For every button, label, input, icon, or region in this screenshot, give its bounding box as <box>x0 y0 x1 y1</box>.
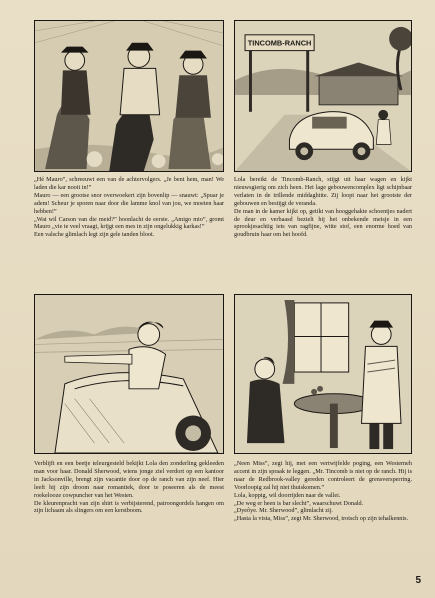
woman-car-illustration <box>35 295 223 453</box>
caption-paragraph: „Dyeôye. Mr. Sherwood”, glimlacht zij. <box>234 507 333 515</box>
panel-riders <box>34 20 224 172</box>
panel-woman-car <box>34 294 224 454</box>
ranch-sign-text: TINCOMB-RANCH <box>247 38 312 48</box>
caption-top-left <box>34 176 224 239</box>
caption-paragraph: „Hasta la vista, Miss”, zegt Mr. Sherwood, trotsch op zijn tehalkennis. <box>234 515 409 523</box>
caption-top-right <box>234 176 412 239</box>
caption-paragraph: Lola, koppig, wil doorrijden naar de vallei. <box>234 491 341 499</box>
panel-ranch <box>234 20 412 172</box>
caption-paragraph: Een valsche glimlach legt zijn gele tanden bloot. <box>34 231 155 239</box>
caption-paragraph: Verblijft en een beetje teleurgesteld bekijkt Lola den zonderling gekleeden man voor haar. Donald Sherwood, wiens jonge ziel verdort op een kantoor in Jacksonville, brengt zijn vacantie door op de ranch van zijn neef. Hier leeft hij zijn droom naar romantiek, door te poseeren als de meest roekelooze cowpuncher van het Westen. <box>34 460 224 499</box>
caption-paragraph: „Wat wil Carson van die meid?” hoonlacht de eerste. „Amigo mio”, gromt Mauro „vie te veel vraagt, krijgt een mes in zijn ongelukkig karkas!” <box>34 215 224 231</box>
caption-paragraph: „Hé Mauro”, schreeuwt een van de achtervolgers. „Je bent hem, man! We laden die kar nooit in!” <box>34 176 224 191</box>
ranch-illustration <box>235 21 411 171</box>
caption-paragraph: Mauro — een grootse snor overwoekert zijn bovenlip — snauwt: „Spuar je adem! Scheur je sporen naar door die lamme knol van jou, we moeten haar hebben!” <box>34 191 224 215</box>
caption-bottom-left <box>34 460 224 515</box>
caption-paragraph: De man in de kamer kijkt op, getikt van hooggehakte schoentjes nadert de deur en verbaasd bezielt hij het onbekende meisje in een sprookjesachtig iets van ragfijne, witte stof, een enorme hoed van goudbruin haar om het hoofd. <box>234 207 412 239</box>
riders-illustration <box>35 21 223 171</box>
caption-bottom-right <box>234 460 412 523</box>
caption-paragraph: Lola bereikt de Tincomb-Ranch, stijgt uit haar wagen en kijkt nieuwsgierig om zich heen. Het lage gebouwencomplex ligt schijnbaar verlaten in de trillende middaghitte. Zij loopt naar het grootste der gebouwen en bestijgt de veranda. <box>234 176 412 207</box>
page-number: 5 <box>415 575 421 586</box>
interior-illustration <box>235 295 411 453</box>
caption-paragraph: „Neen Miss”, zegt hij, met een vertwijfelde poging, een Westerneh accent in zijn spraak te leggen. „Mr. Tincomb is niet op de ranch. Hij is naar de Redbrook-valley gereden controleert de grensversperring. Voorloopig zal hij niet thuiskomen.” <box>234 460 412 491</box>
caption-paragraph: De kleurenpracht van zijn shirt is verbijsterend, patroongordels hangen om zijn lichaam als slingers om een kerstboom. <box>34 499 224 515</box>
caption-paragraph: „De weg er heen is bar slecht”, waarschuwt Donald. <box>234 499 364 507</box>
panel-interior <box>234 294 412 454</box>
